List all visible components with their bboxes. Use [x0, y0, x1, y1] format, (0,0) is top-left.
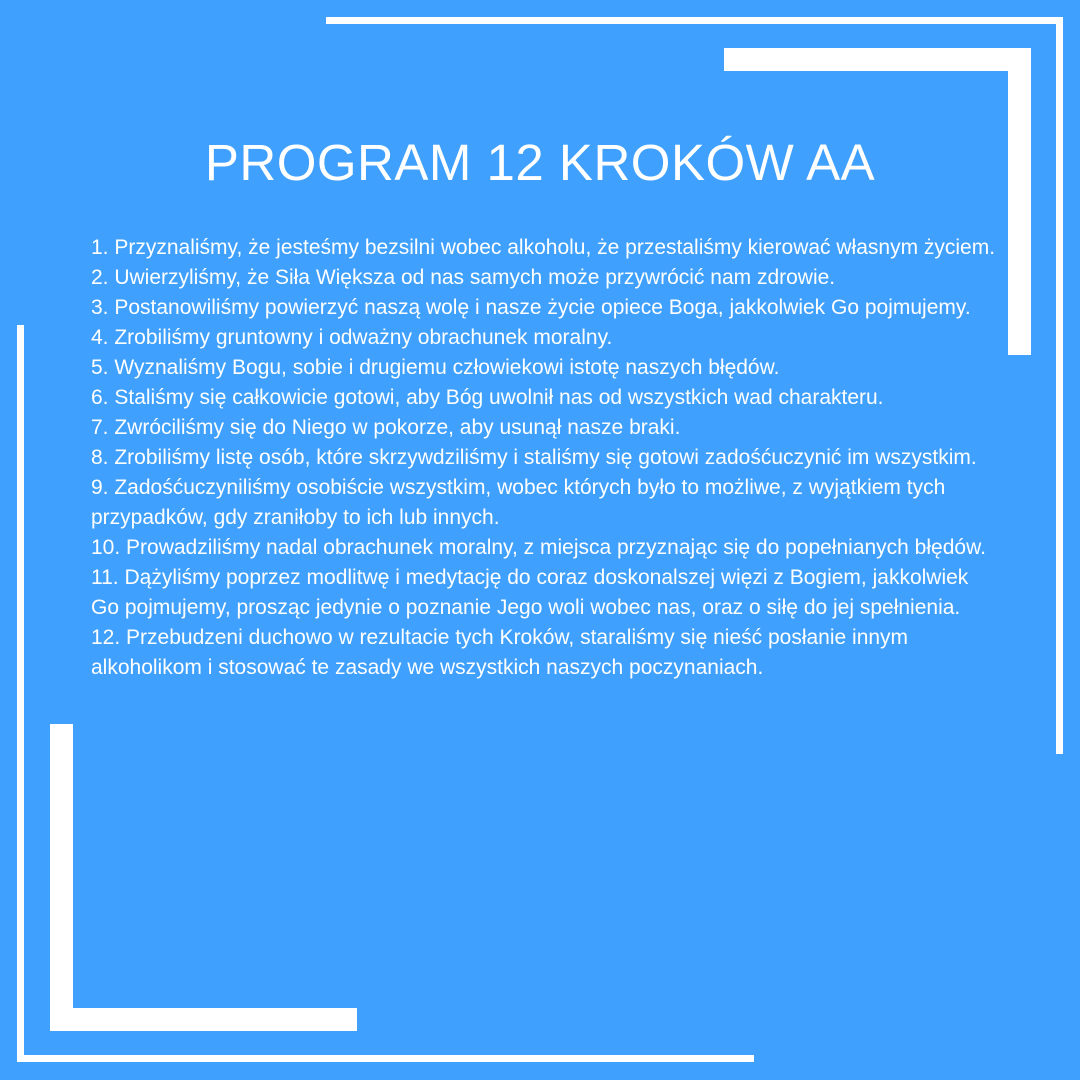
step-item: 8. Zrobiliśmy listę osób, które skrzywdziliśmy i staliśmy się gotowi zadośćuczynić im wszystkim. — [91, 446, 977, 469]
step-item: 7. Zwróciliśmy się do Niego w pokorze, aby usunął nasze braki. — [91, 416, 681, 439]
step-item: 9. Zadośćuczyniliśmy osobiście wszystkim, wobec których było to możliwe, z wyjątkiem tych przypadków, gdy zraniłoby to ich lub innych. — [91, 476, 946, 529]
step-item: 3. Postanowiliśmy powierzyć naszą wolę i nasze życie opiece Boga, jakkolwiek Go pojmujemy. — [91, 296, 971, 319]
frame-bottom-left-outer-horizontal — [17, 1055, 754, 1062]
step-item: 11. Dążyliśmy poprzez modlitwę i medytację do coraz doskonalszej więzi z Bogiem, jakkolwiek Go pojmujemy, prosząc jedynie o poznanie Jego woli wobec nas, oraz o siłę do jej spełnienia. — [91, 566, 969, 619]
frame-bottom-left-outer-vertical — [17, 325, 24, 1062]
frame-bottom-left-inner-vertical — [50, 724, 73, 1031]
frame-bottom-left-inner-horizontal — [50, 1008, 357, 1031]
frame-top-right-outer-horizontal — [326, 17, 1063, 24]
page-title: PROGRAM 12 KROKÓW AA — [204, 134, 876, 191]
step-item: 10. Prowadziliśmy nadal obrachunek moralny, z miejsca przyznając się do popełnianych błędów. — [91, 536, 986, 559]
steps-list — [91, 233, 996, 683]
step-item: 6. Staliśmy się całkowicie gotowi, aby Bóg uwolnił nas od wszystkich wad charakteru. — [91, 386, 884, 409]
step-item: 5. Wyznaliśmy Bogu, sobie i drugiemu człowiekowi istotę naszych błędów. — [91, 356, 780, 379]
frame-top-right-inner-horizontal — [724, 48, 1031, 71]
step-item: 1. Przyznaliśmy, że jesteśmy bezsilni wobec alkoholu, że przestaliśmy kierować własnym życiem. — [91, 236, 996, 259]
step-item: 2. Uwierzyliśmy, że Siła Większa od nas samych może przywrócić nam zdrowie. — [91, 266, 836, 289]
step-item: 4. Zrobiliśmy gruntowny i odważny obrachunek moralny. — [91, 326, 613, 349]
step-item: 12. Przebudzeni duchowo w rezultacie tych Kroków, staraliśmy się nieść posłanie innym alkoholikom i stosować te zasady we wszystkich naszych poczynaniach. — [91, 626, 909, 679]
frame-top-right-inner-vertical — [1008, 48, 1031, 355]
